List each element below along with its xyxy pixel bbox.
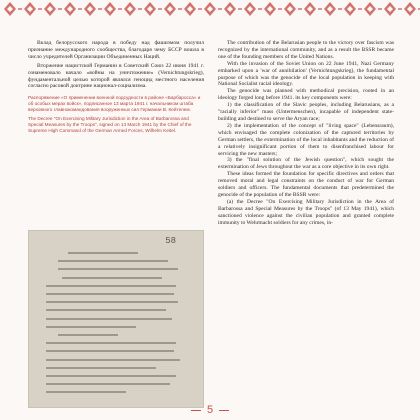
ornament-dash — [198, 8, 202, 10]
document-text-line — [46, 375, 176, 377]
document-text-line — [46, 293, 174, 295]
ornament-motif — [164, 2, 176, 16]
ornament-dash — [298, 8, 302, 10]
right-paragraph: The contribution of the Belarusian people to the victory over fascism was recognized by the international community, and as a result the BSSR became one of the founding members of the United Nations. — [218, 40, 394, 60]
ornament-motif — [304, 2, 316, 16]
document-stamp-number: 58 — [165, 236, 176, 246]
ornament-dash — [158, 8, 162, 10]
document-text-line — [58, 260, 168, 262]
ornament-dash — [58, 8, 62, 10]
right-paragraph: With the invasion of the Soviet Union on 22 June 1941, Nazi Germany embarked upon a 'war of annihilation' (Vernichtungskrieg), the fundamental purpose of which was the genocide of the local population in keeping with National Socialist racial ideology. — [218, 60, 394, 88]
ornament-motif — [244, 2, 256, 16]
right-paragraph: 1) the classification of the Slavic peoples, including Belarusians, as a "racially inferior" mass (Untermenschen), incapable of independent state-building and destined to serve the Aryan race; — [218, 102, 394, 122]
ornament-dash — [258, 8, 262, 10]
ornament-dash — [178, 8, 182, 10]
ornament-dash — [338, 8, 342, 10]
ornament-dash — [398, 8, 402, 10]
ornament-motif — [144, 2, 156, 16]
archival-document-image — [28, 230, 204, 408]
document-text-line — [46, 342, 176, 344]
document-text-line — [58, 268, 178, 270]
ornament-dash — [98, 8, 102, 10]
caption-russian: Распоряжение «О применении военной подсудности в районе «Барбаросса» и об особых мерах войск», подписанное 13 марта 1941 г. начальником штаба верховного главнокомандования вооруженных сил Германии В. Кейтелем. — [28, 95, 201, 113]
document-text-line — [46, 309, 166, 311]
ornament-motif — [324, 2, 336, 16]
ornament-dash — [218, 8, 222, 10]
right-column — [218, 40, 394, 226]
left-column — [28, 40, 204, 134]
ornament-motif — [224, 2, 236, 16]
ornament-motif — [64, 2, 76, 16]
right-paragraph: These ideas formed the foundation for specific directives and orders that removed moral and legal constraints on the conduct of war for German soldiers and officers. The fundamental documents that predetermined the genocide of the population of the BSSR were: — [218, 171, 394, 198]
document-text-line — [58, 334, 118, 336]
ornament-dash — [358, 8, 362, 10]
document-text-line — [46, 391, 126, 393]
document-text-line — [46, 285, 176, 287]
right-paragraph: 2) the implementation of the concept of "living space" (Lebensraum), which envisaged the complete colonization of the captured territories by German settlers, the extermination of the local inhabitants and the reduction of a relatively insignificant portion of them to disenfranchised labour for servicing the new masters; — [218, 122, 394, 157]
folk-ornament-border — [0, 0, 420, 22]
ornament-motif — [84, 2, 96, 16]
caption-english: The Decree "On Exercising Military Jurisdiction in the Area of Barbarossa and Special Measures by the Troops", signed on 13 March 1941 by the Chief of the Supreme High Command of the German Armed Forces, Wilhelm Keitel. — [28, 116, 192, 134]
ornament-dash — [138, 8, 142, 10]
document-text-line — [46, 367, 156, 369]
left-paragraph: Вклад белорусского народа в победу над фашизмом получил признание международного сообщества, благодаря чему БССР вошла в число учредителей Организации Объединенных Наций. — [28, 40, 204, 60]
document-text-line — [46, 326, 136, 328]
ornament-dash — [378, 8, 382, 10]
page-number-rule — [191, 410, 201, 411]
right-paragraph: (a) the Decree "On Exercising Military Jurisdiction in the Area of Barbarossa and Special Measures by the Troops" (of 13 May 1941), which sanctioned violence against the civilian population and granted complete immunity to Wehrmacht soldiers for any crimes, in- — [218, 198, 394, 226]
right-paragraph: The genocide was planned with methodical precision, rooted in an ideology forged long before 1941. its key components were: — [218, 88, 394, 102]
ornament-dash — [18, 8, 22, 10]
document-text-line — [46, 383, 170, 385]
page-number-value: 5 — [206, 404, 214, 416]
ornament-motif — [24, 2, 36, 16]
right-paragraph: 3) the "final solution of the Jewish question", which sought the extermination of Jews throughout the war as a core objective in its own right. — [218, 157, 394, 171]
page-number-rule — [219, 410, 229, 411]
ornament-motif — [264, 2, 276, 16]
ornament-motif — [104, 2, 116, 16]
ornament-motif — [4, 2, 16, 16]
page-number — [0, 404, 420, 416]
ornament-motif — [364, 2, 376, 16]
ornament-motif — [284, 2, 296, 16]
document-text-line — [46, 318, 172, 320]
left-paragraph: Вторжение нацистской Германии в Советский Союз 22 июня 1941 г. ознаменовало начало «войны на уничтожение» (Vernichtungskrieg), фундаментальной целью которой являлся геноцид местного населения согласно расовой доктрине национал-социализма. — [28, 62, 204, 90]
ornament-motif — [204, 2, 216, 16]
ornament-motif — [184, 2, 196, 16]
ornament-motif — [404, 2, 416, 16]
document-text-line — [62, 277, 162, 279]
ornament-motif — [44, 2, 56, 16]
ornament-dash — [38, 8, 42, 10]
ornament-dash — [278, 8, 282, 10]
ornament-motif — [124, 2, 136, 16]
document-text-line — [46, 359, 180, 361]
document-text-line — [68, 252, 138, 254]
ornament-dash — [78, 8, 82, 10]
ornament-dash — [238, 8, 242, 10]
ornament-motif — [344, 2, 356, 16]
ornament-dash — [318, 8, 322, 10]
document-text-line — [46, 350, 174, 352]
document-text-line — [46, 301, 178, 303]
ornament-motif — [384, 2, 396, 16]
ornament-dash — [118, 8, 122, 10]
